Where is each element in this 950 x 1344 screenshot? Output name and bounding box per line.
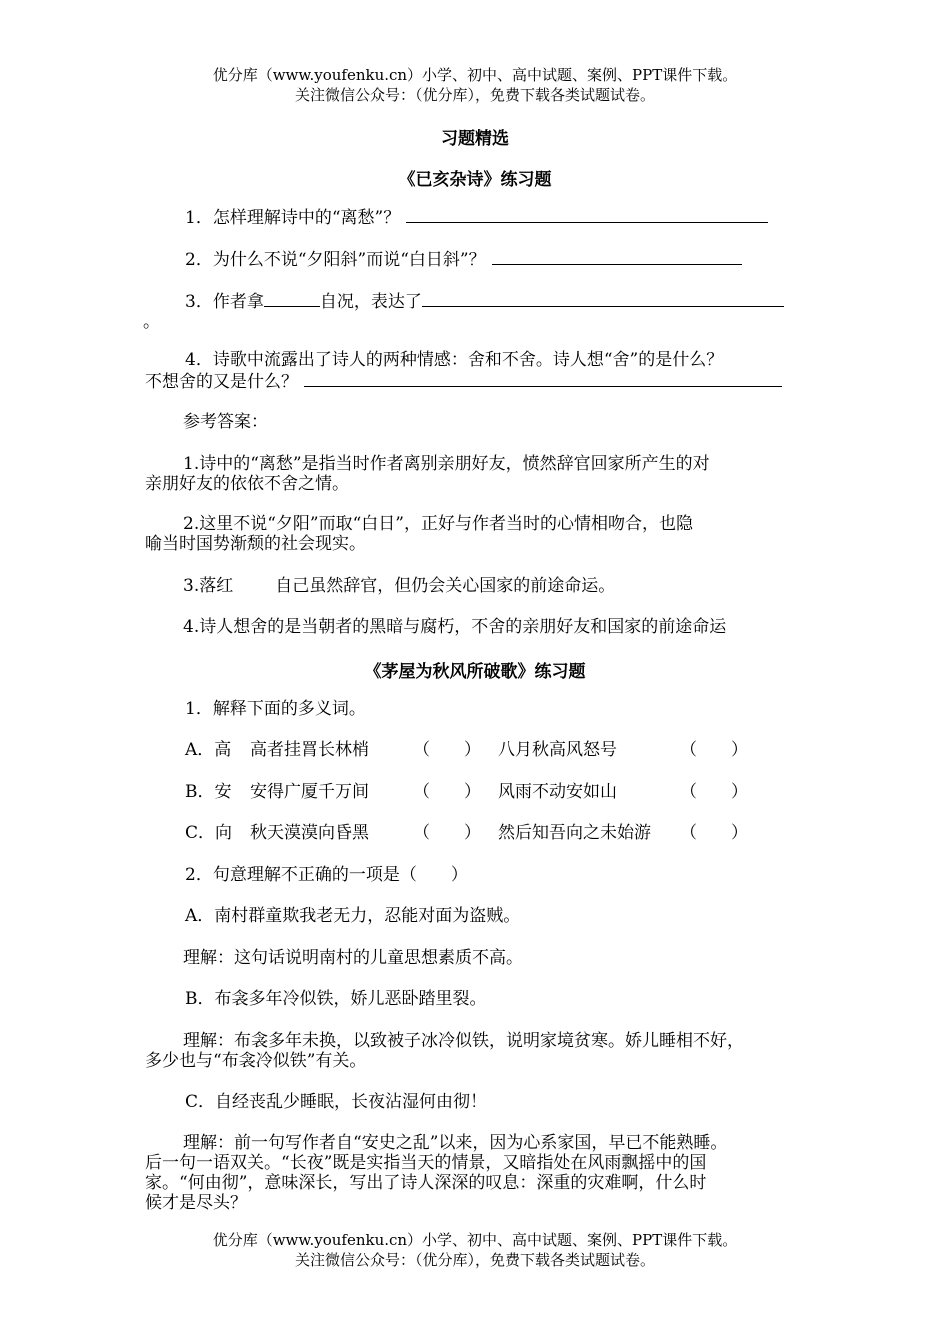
s1-question-3 bbox=[185, 290, 784, 313]
footer-line-1: 优分库（www.youfenku.cn）小学、初中、高中试题、案例、PPT课件下载。 bbox=[212, 1231, 738, 1249]
answer-3-a: 3.落红 bbox=[183, 576, 234, 596]
s1-question-4 bbox=[145, 370, 782, 393]
row-blank-1[interactable]: （ ） bbox=[413, 823, 481, 843]
s1-q3-text-a: 3．作者拿 bbox=[185, 292, 264, 312]
answer-blank[interactable] bbox=[492, 248, 742, 265]
section2-title: 《茅屋为秋风所破歌》练习题 bbox=[364, 662, 586, 682]
row-example-2: 八月秋高风怒号 bbox=[498, 740, 617, 760]
s1-q4-line-1: 4．诗歌中流露出了诗人的两种情感：舍和不舍。诗人想“舍”的是什么？ bbox=[185, 350, 724, 370]
option-c-explanation-line-4: 候才是尽头？ bbox=[145, 1193, 247, 1213]
answer-4: 4.诗人想舍的是当朝者的黑暗与腐朽，不舍的亲朋好友和国家的前途命运 bbox=[183, 617, 727, 637]
option-c: C．自经丧乱少睡眠，长夜沾湿何由彻！ bbox=[185, 1092, 488, 1112]
answer-2-line-2: 喻当时国势渐颓的社会现实。 bbox=[145, 534, 366, 554]
answer-1-line-1: 1.诗中的“离愁”是指当时作者离别亲朋好友，愤然辞官回家所产生的对 bbox=[183, 454, 710, 474]
s1-q4-line-2: 不想舍的又是什么？ bbox=[145, 372, 298, 392]
row-example-1: 高者挂罥长林梢 bbox=[250, 740, 369, 760]
option-a: A．南村群童欺我老无力，忍能对面为盗贼。 bbox=[185, 906, 521, 926]
answer-1-line-2: 亲朋好友的依依不舍之情。 bbox=[145, 474, 349, 494]
row-example-2: 风雨不动安如山 bbox=[498, 782, 617, 802]
s1-question-1 bbox=[185, 206, 768, 229]
answer-blank[interactable] bbox=[406, 206, 768, 223]
row-blank-2[interactable]: （ ） bbox=[680, 782, 748, 802]
header-line-2: 关注微信公众号：（优分库），免费下载各类试题试卷。 bbox=[294, 86, 655, 104]
row-blank-1[interactable]: （ ） bbox=[413, 782, 481, 802]
s2-question-1: 1．解释下面的多义词。 bbox=[185, 699, 366, 719]
row-blank-2[interactable]: （ ） bbox=[680, 740, 748, 760]
answer-2-line-1: 2.这里不说“夕阳”而取“白日”，正好与作者当时的心情相吻合，也隐 bbox=[183, 514, 693, 534]
answer-blank[interactable] bbox=[304, 370, 782, 387]
footer-line-2: 关注微信公众号：（优分库），免费下载各类试题试卷。 bbox=[294, 1251, 655, 1269]
row-label: B．安 bbox=[185, 782, 232, 802]
answer-3 bbox=[183, 576, 615, 597]
s1-q3-end: 。 bbox=[143, 312, 160, 332]
s1-question-2 bbox=[185, 248, 742, 271]
option-b: B．布衾多年冷似铁，娇儿恶卧踏里裂。 bbox=[185, 989, 487, 1009]
row-example-1: 秋天漠漠向昏黑 bbox=[250, 823, 369, 843]
answer-blank[interactable] bbox=[264, 290, 320, 307]
option-c-explanation-line-1: 理解：前一句写作者自“安史之乱”以来，因为心系家国，早已不能熟睡。 bbox=[183, 1133, 728, 1153]
option-b-explanation-line-1: 理解：布衾多年未换，以致被子冰冷似铁，说明家境贫寒。娇儿睡相不好， bbox=[183, 1031, 744, 1051]
page-title: 习题精选 bbox=[441, 129, 509, 149]
option-c-explanation-line-3: 家。“何由彻”，意味深长，写出了诗人深深的叹息：深重的灾难啊，什么时 bbox=[145, 1173, 707, 1193]
s2-question-2: 2．句意理解不正确的一项是（ ） bbox=[185, 865, 468, 885]
answer-blank[interactable] bbox=[422, 290, 784, 307]
option-c-explanation-line-2: 后一句一语双关。“长夜”既是实指当天的情景，又暗指处在风雨飘摇中的国 bbox=[145, 1153, 707, 1173]
section1-title: 《已亥杂诗》练习题 bbox=[398, 170, 552, 190]
s1-q2-text: 2．为什么不说“夕阳斜”而说“白日斜”？ bbox=[185, 250, 486, 270]
header-line-1: 优分库（www.youfenku.cn）小学、初中、高中试题、案例、PPT课件下载。 bbox=[212, 66, 738, 84]
row-label: A．高 bbox=[185, 740, 232, 760]
row-blank-2[interactable]: （ ） bbox=[680, 823, 748, 843]
s1-q3-text-b: 自况，表达了 bbox=[319, 292, 422, 312]
row-blank-1[interactable]: （ ） bbox=[413, 740, 481, 760]
option-a-explanation: 理解：这句话说明南村的儿童思想素质不高。 bbox=[183, 948, 523, 968]
row-example-1: 安得广厦千万间 bbox=[250, 782, 369, 802]
answer-3-b: 自己虽然辞官，但仍会关心国家的前途命运。 bbox=[275, 576, 616, 596]
option-b-explanation-line-2: 多少也与“布衾冷似铁”有关。 bbox=[145, 1051, 367, 1071]
s1-q1-text: 1．怎样理解诗中的“离愁”？ bbox=[185, 208, 401, 228]
row-label: C．向 bbox=[185, 823, 233, 843]
answers-label: 参考答案： bbox=[183, 412, 268, 432]
row-example-2: 然后知吾向之未始游 bbox=[498, 823, 651, 843]
